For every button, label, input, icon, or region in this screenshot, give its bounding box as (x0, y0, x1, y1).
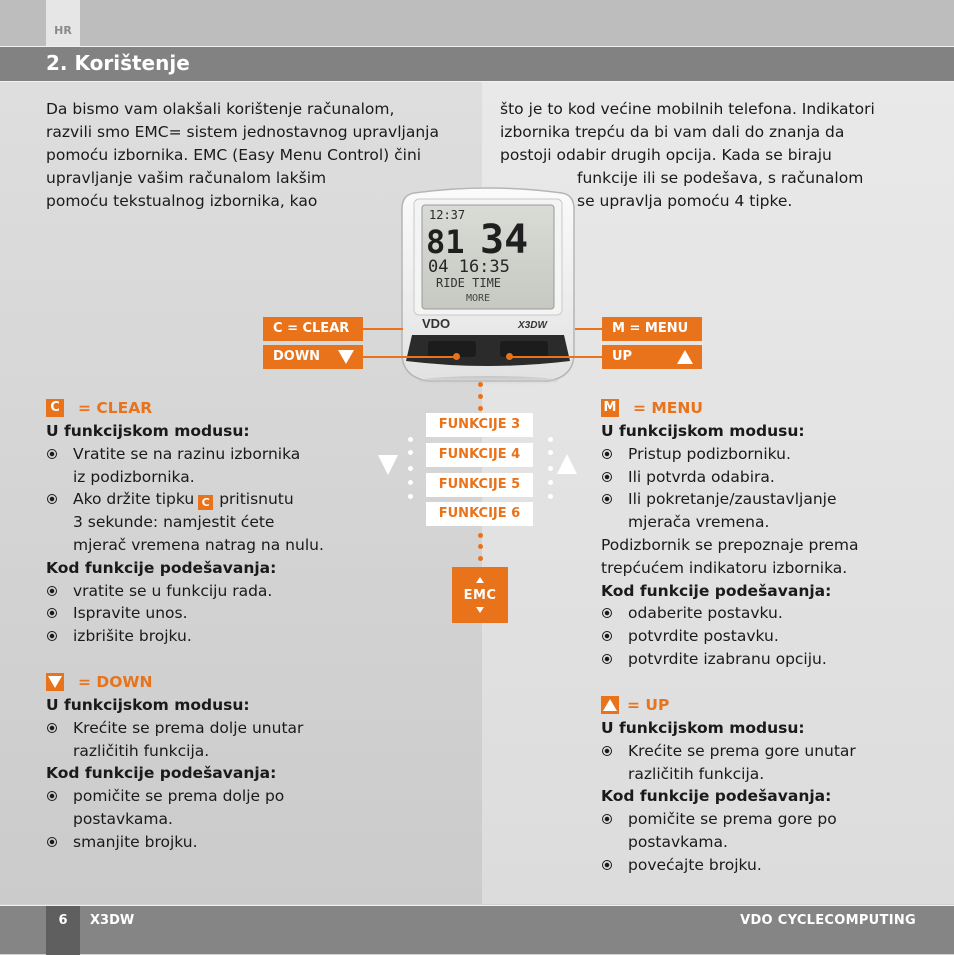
up-mode2-item: povećajte brojku. (601, 854, 856, 877)
intro-left-line: pomoću tekstualnog izbornika, kao (46, 192, 318, 210)
menu-key-icon: M (601, 399, 619, 417)
intro-left-line: razvili smo EMC= sistem jednostavnog upravljanja (46, 123, 439, 141)
up-arrow-icon (677, 350, 693, 364)
display-main-right: 34 (480, 217, 529, 263)
clear-label-text: C = CLEAR (273, 321, 350, 336)
clear-mode2-item: vratite se u funkciju rada. (46, 580, 324, 603)
intro-right-line: funkcije ili se podešava, s računalom (577, 169, 864, 187)
down-button-marker (453, 353, 460, 360)
up-mode2-item: pomičite se prema gore po (601, 808, 856, 831)
function-item: FUNKCIJE 4 (426, 443, 533, 467)
menu-mode1-item: Ili pokretanje/zaustavljanje (601, 488, 859, 511)
down-heading (46, 670, 303, 694)
menu-label-text: M = MENU (612, 321, 689, 336)
clear-button-label (263, 317, 363, 341)
up-section (601, 693, 856, 877)
display-time: 04 16:35 (428, 257, 510, 277)
clear-mode1-item: Vratite se na razinu izbornika (46, 443, 324, 466)
up-mode2-title: Kod funkcije podešavanja: (601, 787, 832, 806)
cycle-computer-illustration (398, 185, 578, 385)
up-label-text: UP (612, 349, 633, 364)
intro-right-line: postoji odabir drugih opcija. Kada se biraju (500, 146, 832, 164)
menu-dot (548, 450, 553, 455)
menu-dot (548, 480, 553, 485)
up-button-label (602, 345, 702, 369)
up-mode1-item: Krećite se prema gore unutar (601, 740, 856, 763)
menu-dot (548, 494, 553, 499)
menu-heading (601, 396, 859, 420)
down-leader-line (363, 356, 455, 358)
menu-mode2-item: potvrdite postavku. (601, 625, 859, 648)
down-section (46, 670, 303, 854)
menu-heading-text: = MENU (633, 398, 703, 417)
menu-mode2-item: odaberite postavku. (601, 602, 859, 625)
clear-heading (46, 396, 324, 420)
display-main-left: 81 (426, 223, 465, 261)
top-band (0, 0, 954, 46)
up-mode1-title: U funkcijskom modusu: (601, 719, 805, 737)
clear-mode1-item-cont: iz podizbornika. (73, 467, 195, 486)
menu-dot (408, 494, 413, 499)
language-tab: HR (46, 0, 80, 46)
down-button-label (263, 345, 363, 369)
clear-mode2-item: izbrišite brojku. (46, 625, 324, 648)
intro-right-line: što je to kod većine mobilnih telefona. Indikatori (500, 100, 875, 118)
clear-mode1-item (46, 488, 324, 511)
up-arrow-icon (557, 454, 577, 474)
display-line1: RIDE TIME (436, 276, 502, 290)
up-heading (601, 693, 856, 717)
display-clock: 12:37 (429, 208, 466, 222)
clear-hold-post: pritisnutu (219, 490, 294, 509)
intro-left-line: pomoću izbornika. EMC (Easy Menu Control) čini (46, 146, 422, 164)
menu-dot (408, 437, 413, 442)
down-arrow-icon (338, 350, 354, 364)
down-mode1-item: Krećite se prema dolje unutar (46, 717, 303, 740)
page-number: 6 (46, 906, 80, 955)
clear-mode1-item-cont: mjerač vremena natrag na nulu. (73, 535, 324, 554)
intro-left (46, 98, 439, 213)
menu-note-line: Podizbornik se prepoznaje prema (601, 535, 859, 554)
up-key-icon (601, 696, 619, 714)
intro-left-line: Da bismo vam olakšali korištenje računalom, (46, 100, 395, 118)
section-title: 2. Korištenje (46, 51, 190, 75)
down-mode2-item-cont: postavkama. (73, 809, 173, 828)
intro-left-line: upravljanje vašim računalom lakšim (46, 169, 327, 187)
menu-dot (478, 406, 483, 411)
intro-right-inset (577, 167, 863, 213)
menu-dot (548, 466, 553, 471)
menu-note-line: trepćućem indikatoru izbornika. (601, 558, 848, 577)
down-arrow-icon (378, 455, 398, 475)
function-item: FUNKCIJE 3 (426, 413, 533, 437)
device-model: X3DW (518, 320, 547, 331)
device-brand: VDO (422, 316, 451, 331)
down-mode2-title: Kod funkcije podešavanja: (46, 764, 277, 783)
up-leader-line (510, 356, 602, 358)
menu-button-label (602, 317, 702, 341)
menu-dot (478, 394, 483, 399)
menu-mode1-item-cont: mjerača vremena. (628, 513, 770, 532)
clear-mode1-item-cont: 3 sekunde: namjestit ćete (73, 513, 275, 532)
footer-brand: VDO CYCLECOMPUTING (740, 913, 916, 928)
intro-right (500, 98, 875, 167)
menu-dot (408, 466, 413, 471)
down-label-text: DOWN (273, 349, 321, 364)
section-title-bar (0, 46, 954, 82)
clear-heading-text: = CLEAR (78, 398, 153, 417)
function-item: FUNKCIJE 6 (426, 502, 533, 526)
down-heading-text: = DOWN (78, 672, 153, 691)
emc-label: EMC (463, 588, 497, 603)
function-item: FUNKCIJE 5 (426, 473, 533, 497)
down-key-icon (46, 673, 64, 691)
menu-mode2-item: potvrdite izabranu opciju. (601, 648, 859, 671)
menu-dot (478, 544, 483, 549)
clear-section (46, 396, 324, 648)
menu-dot (478, 382, 483, 387)
menu-dot (548, 437, 553, 442)
up-mode2-item-cont: postavkama. (628, 832, 728, 851)
footer-model: X3DW (90, 913, 135, 928)
clear-hold-pre: Ako držite tipku (73, 490, 195, 509)
up-mode1-item-cont: različitih funkcija. (628, 764, 765, 783)
down-mode2-item: pomičite se prema dolje po (46, 785, 303, 808)
menu-mode1-title: U funkcijskom modusu: (601, 422, 805, 440)
menu-leader-line (575, 328, 602, 330)
display-line2: MORE (466, 293, 491, 304)
clear-mode2-item: Ispravite unos. (46, 602, 324, 625)
emc-logo (452, 567, 508, 623)
menu-dot (478, 533, 483, 538)
down-mode1-title: U funkcijskom modusu: (46, 696, 250, 714)
up-heading-text: = UP (627, 695, 670, 714)
intro-right-line: se upravlja pomoću 4 tipke. (577, 192, 793, 210)
clear-key-icon: C (46, 399, 64, 417)
clear-mode2-title: Kod funkcije podešavanja: (46, 558, 277, 577)
clear-leader-line (363, 328, 403, 330)
clear-mode1-title: U funkcijskom modusu: (46, 422, 250, 440)
menu-mode1-item: Ili potvrda odabira. (601, 466, 859, 489)
menu-section (601, 396, 859, 671)
menu-dot (408, 450, 413, 455)
page-footer (0, 905, 954, 954)
menu-mode1-item: Pristup podizborniku. (601, 443, 859, 466)
up-button-marker (506, 353, 513, 360)
menu-dot (408, 480, 413, 485)
clear-key-icon: C (198, 495, 213, 510)
menu-dot (478, 556, 483, 561)
menu-mode2-title: Kod funkcije podešavanja: (601, 581, 832, 600)
down-mode1-item-cont: različitih funkcija. (73, 741, 210, 760)
intro-right-line: izbornika trepću da bi vam dali do znanja da (500, 123, 845, 141)
down-mode2-item: smanjite brojku. (46, 831, 303, 854)
